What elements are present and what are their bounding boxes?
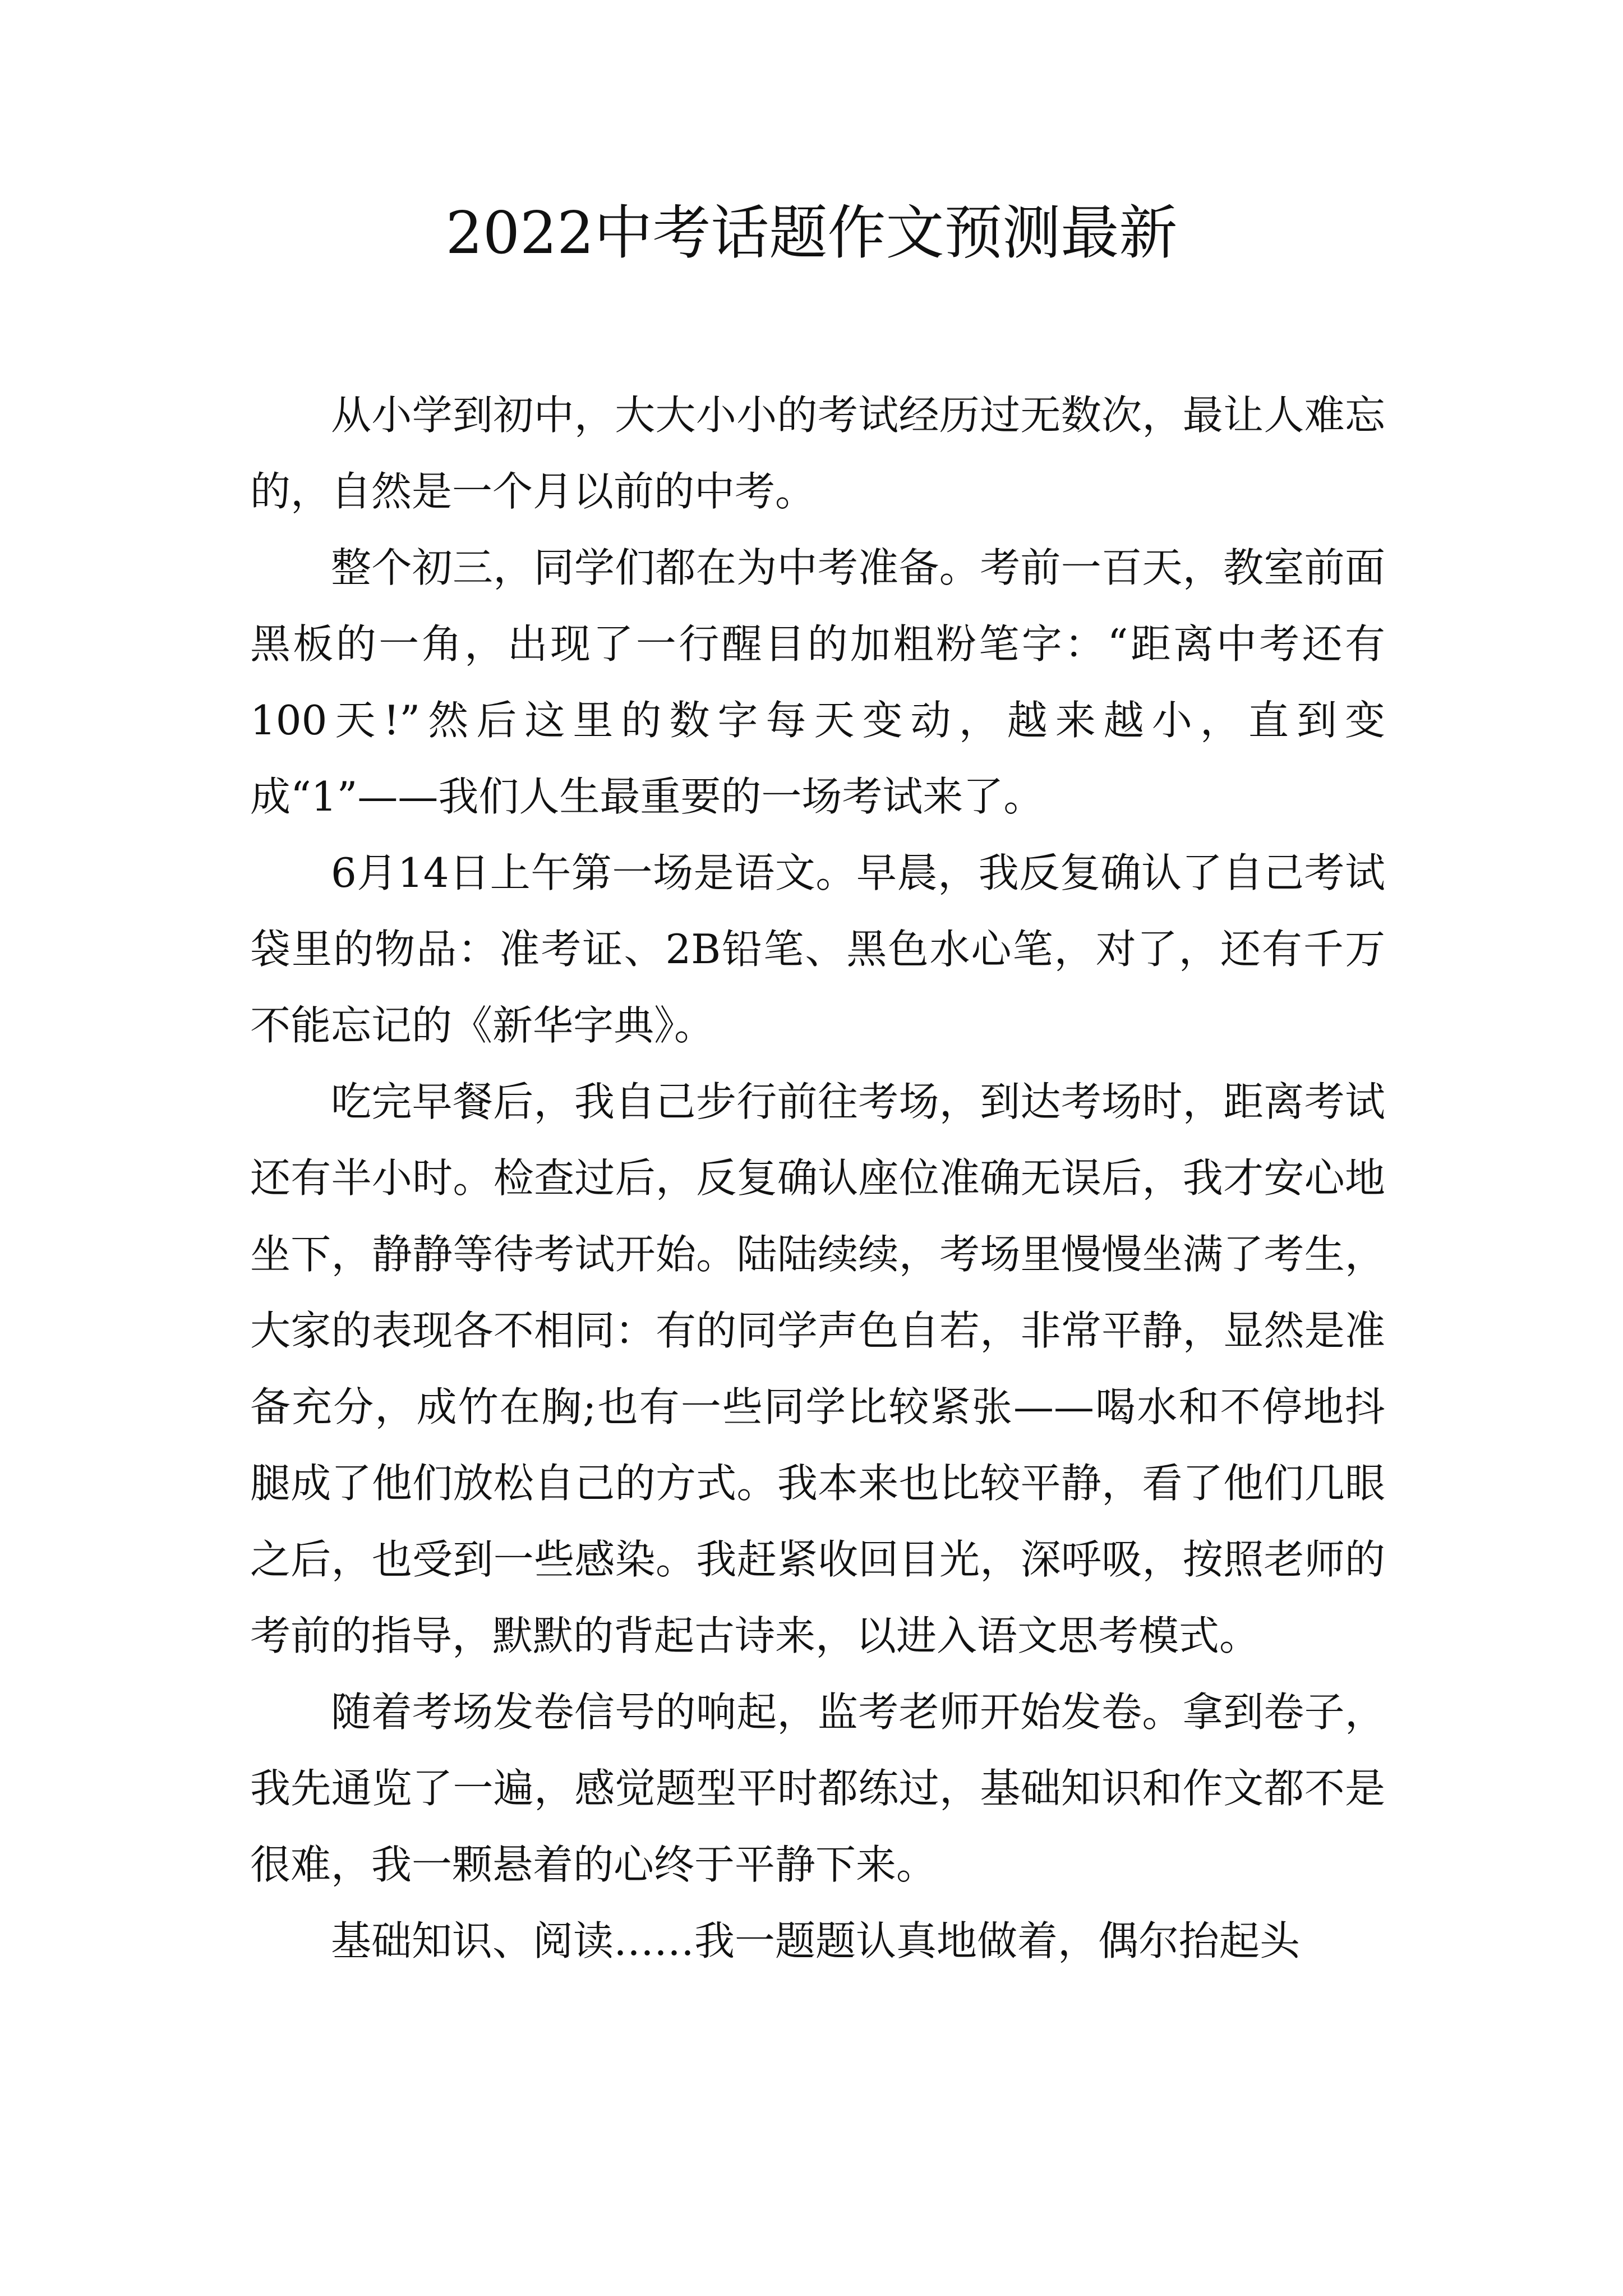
- paragraph-4: 吃完早餐后，我自己步行前往考场，到达考场时，距离考试还有半小时。检查过后，反复确认座位准确无误后，我才安心地坐下，静静等待考试开始。陆陆续续，考场里慢慢坐满了考生，大家的表现各不相同：有的同学声色自若，非常平静，显然是准备充分，成竹在胸;也有一些同学比较紧张——喝水和不停地抖腿成了他们放松自己的方式。我本来也比较平静，看了他们几眼之后，也受到一些感染。我赶紧收回目光，深呼吸，按照老师的考前的指导，默默的背起古诗来，以进入语文思考模式。: [250, 1078, 1385, 1659]
- document-title: 2022中考话题作文预测最新: [445, 199, 1178, 267]
- document-body: [250, 377, 1385, 1979]
- paragraph-2: 整个初三，同学们都在为中考准备。考前一百天，教室前面黑板的一角，出现了一行醒目的加粗粉笔字：“距离中考还有100天!”然后这里的数字每天变动，越来越小，直到变成“1”——我们人生最重要的一场考试来了。: [250, 544, 1385, 820]
- paragraph-6: 基础知识、阅读……我一题题认真地做着，偶尔抬起头: [331, 1917, 1301, 1964]
- paragraph-3: 6月14日上午第一场是语文。早晨，我反复确认了自己考试袋里的物品：准考证、2B铅笔、黑色水心笔，对了，还有千万不能忘记的《新华字典》。: [250, 849, 1385, 1049]
- paragraph-1: 从小学到初中，大大小小的考试经历过无数次，最让人难忘的，自然是一个月以前的中考。: [250, 392, 1385, 515]
- paragraph-5: 随着考场发卷信号的响起，监考老师开始发卷。拿到卷子，我先通览了一遍，感觉题型平时都练过，基础知识和作文都不是很难，我一颗悬着的心终于平静下来。: [250, 1688, 1385, 1888]
